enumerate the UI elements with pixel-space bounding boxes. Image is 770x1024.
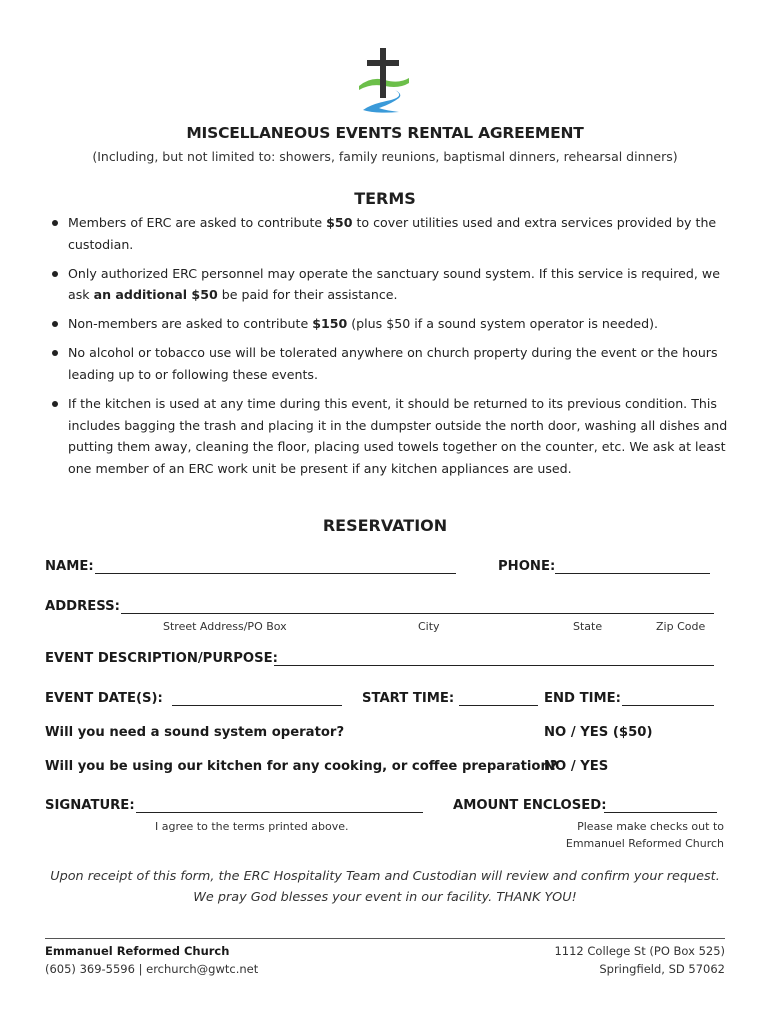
start-time-label: START TIME: xyxy=(362,691,455,706)
terms-item: If the kitchen is used at any time during this event, it should be returned to its previous condition. This includes bagging the trash and placing it in the dumpster outside the north door, washing all dishes and putting them away, cleaning the floor, placing used towels together on the counter, etc. We ask at least one member of an ERC work unit be present if any kitchen appliances are used. xyxy=(50,393,730,479)
church-logo xyxy=(355,46,411,118)
bullet-icon xyxy=(52,321,58,327)
logo-cross-vertical xyxy=(380,48,386,98)
address-field[interactable] xyxy=(121,613,714,614)
end-time-field[interactable] xyxy=(622,705,714,706)
closing-line2: We pray God blesses your event in our facility. THANK YOU! xyxy=(193,890,577,905)
amount-field[interactable] xyxy=(604,812,717,813)
bullet-icon xyxy=(52,401,58,407)
footer-contact: (605) 369-5596 | erchurch@gwtc.net xyxy=(45,962,259,976)
terms-item: Members of ERC are asked to contribute $50 to cover utilities used and extra services provided by the custodian. xyxy=(50,212,730,255)
state-hint: State xyxy=(573,620,603,633)
bullet-icon xyxy=(52,220,58,226)
name-field[interactable] xyxy=(95,573,456,574)
terms-item: No alcohol or tobacco use will be tolerated anywhere on church property during the event or the hours leading up to or following these events. xyxy=(50,342,730,385)
footer-address2: Springfield, SD 57062 xyxy=(599,962,725,976)
kitchen-question: Will you be using our kitchen for any cooking, or coffee preparation? xyxy=(45,759,558,774)
event-dates-field[interactable] xyxy=(172,705,342,706)
terms-heading: TERMS xyxy=(354,189,416,208)
reservation-heading: RESERVATION xyxy=(322,516,448,535)
footer-org: Emmanuel Reformed Church xyxy=(45,944,230,958)
document-title: MISCELLANEOUS EVENTS RENTAL AGREEMENT xyxy=(186,124,584,142)
signature-field[interactable] xyxy=(136,812,423,813)
document-subtitle: (Including, but not limited to: showers, family reunions, baptismal dinners, rehearsal dinners) xyxy=(92,149,678,164)
amount-label: AMOUNT ENCLOSED: xyxy=(453,798,607,813)
footer-address1: 1112 College St (PO Box 525) xyxy=(554,944,725,958)
city-hint: City xyxy=(418,620,440,633)
start-time-field[interactable] xyxy=(459,705,538,706)
street-hint: Street Address/PO Box xyxy=(163,620,287,633)
name-label: NAME: xyxy=(45,559,94,574)
signature-note: I agree to the terms printed above. xyxy=(155,820,349,833)
sound-question: Will you need a sound system operator? xyxy=(45,725,345,740)
terms-item: Only authorized ERC personnel may operate the sanctuary sound system. If this service is required, we ask an additional $50 be paid for their assistance. xyxy=(50,263,730,306)
phone-field[interactable] xyxy=(555,573,710,574)
checks-note-line2: Emmanuel Reformed Church xyxy=(565,837,724,850)
bullet-icon xyxy=(52,271,58,277)
kitchen-options[interactable]: NO / YES xyxy=(544,759,609,774)
event-dates-label: EVENT DATE(S): xyxy=(45,691,163,706)
event-description-label: EVENT DESCRIPTION/PURPOSE: xyxy=(45,651,278,666)
phone-label: PHONE: xyxy=(498,559,556,574)
closing-line1: Upon receipt of this form, the ERC Hospitality Team and Custodian will review and confirm your request. xyxy=(50,869,720,884)
signature-label: SIGNATURE: xyxy=(45,798,135,813)
zip-hint: Zip Code xyxy=(656,620,706,633)
footer-divider xyxy=(45,938,725,939)
event-description-field[interactable] xyxy=(274,665,714,666)
end-time-label: END TIME: xyxy=(544,691,621,706)
sound-options[interactable]: NO / YES ($50) xyxy=(544,725,653,740)
checks-note-line1: Please make checks out to xyxy=(577,820,724,833)
terms-list xyxy=(50,212,730,487)
address-label: ADDRESS: xyxy=(45,599,120,614)
terms-item: Non-members are asked to contribute $150 (plus $50 if a sound system operator is needed). xyxy=(50,313,730,335)
logo-cross-horizontal xyxy=(367,60,399,66)
bullet-icon xyxy=(52,350,58,356)
